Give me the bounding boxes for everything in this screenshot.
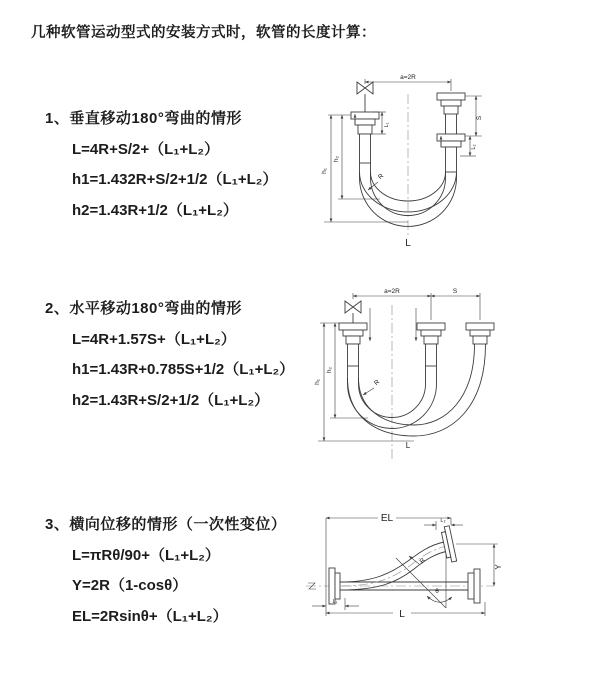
formula-line: L=4R+S/2+（L₁+L₂） [72,140,220,158]
dim-label-l: L [405,238,411,249]
right-flange [474,569,480,603]
formula-line: h2=1.43R+1/2（L₁+L₂） [72,201,238,219]
dim-label-y: Y [494,564,503,570]
right-flange-hub [468,573,474,599]
diagram-vertical-180-bend [308,66,598,261]
formula-line: L=4R+1.57S+（L₁+L₂） [72,330,236,348]
section-3-heading: 3、横向位移的情形（一次性变位） [45,516,287,533]
hose-u-tubes [348,344,486,436]
dim-label-r: R [376,172,386,182]
section-vertical-movement [45,108,277,221]
formula-line: L=πRθ/90+（L₁+L₂） [72,546,220,564]
valve-icon [345,301,361,323]
section-horizontal-movement [45,298,294,411]
braid-section [426,344,437,366]
dim-label-h2: h₂ [333,155,340,163]
braid-section [360,134,371,163]
dimension-lines [318,293,480,441]
section-2-heading: 2、水平移动180°弯曲的情形 [45,300,242,317]
braid-section [348,344,359,366]
valve-icon [357,82,373,112]
dim-label-r: R [372,378,382,388]
dim-label-h2: h₂ [326,366,333,374]
middle-pipe-flange [417,323,445,366]
dim-label-l: L [405,441,411,450]
section-1-heading: 1、垂直移动180°弯曲的情形 [45,110,242,127]
formula-line: EL=2Rsinθ+（L₁+L₂） [72,607,228,625]
right-pipe-upper-position [437,93,465,134]
formula-line: Y=2R（1-cosθ） [72,577,188,594]
dim-label-a2r: a=2R [384,288,400,295]
diagram-lateral-displacement [298,498,598,648]
dim-label-s: S [452,288,458,295]
dim-label-s: S [476,115,483,121]
formula-line: h2=1.43R+S/2+1/2（L₁+L₂） [72,391,270,409]
dim-label-l1: L₁ [384,122,390,128]
dim-label-l2: L₂ [471,144,477,150]
dim-label-h1: h₁ [321,168,328,174]
dim-label-l2: L₂ [440,518,446,524]
dim-label-l: L [399,609,405,620]
dim-label-el: EL [380,513,394,524]
left-flange-hub [335,573,340,599]
formula-line: h1=1.432R+S/2+1/2（L₁+L₂） [72,171,278,188]
dim-label-h1: h₁ [314,379,321,385]
right-pipe-flange-moved [466,323,494,344]
diagram-horizontal-180-bend [308,280,598,470]
hose-s-curve [340,542,449,590]
section-lateral-displacement [45,514,286,627]
dim-label-theta: θ [435,588,439,595]
displaced-flange [440,526,456,563]
left-pipe-flange [339,323,367,366]
dim-label-a2r: a=2R [400,74,416,81]
formula-line: h1=1.43R+0.785S+1/2（L₁+L₂） [72,361,295,378]
dim-label-l1: L₁ [332,599,338,605]
dim-label-r: R [418,556,428,566]
braid-section [446,147,457,172]
page-title: 几种软管运动型式的安装方式时，软管的长度计算： [31,25,376,41]
